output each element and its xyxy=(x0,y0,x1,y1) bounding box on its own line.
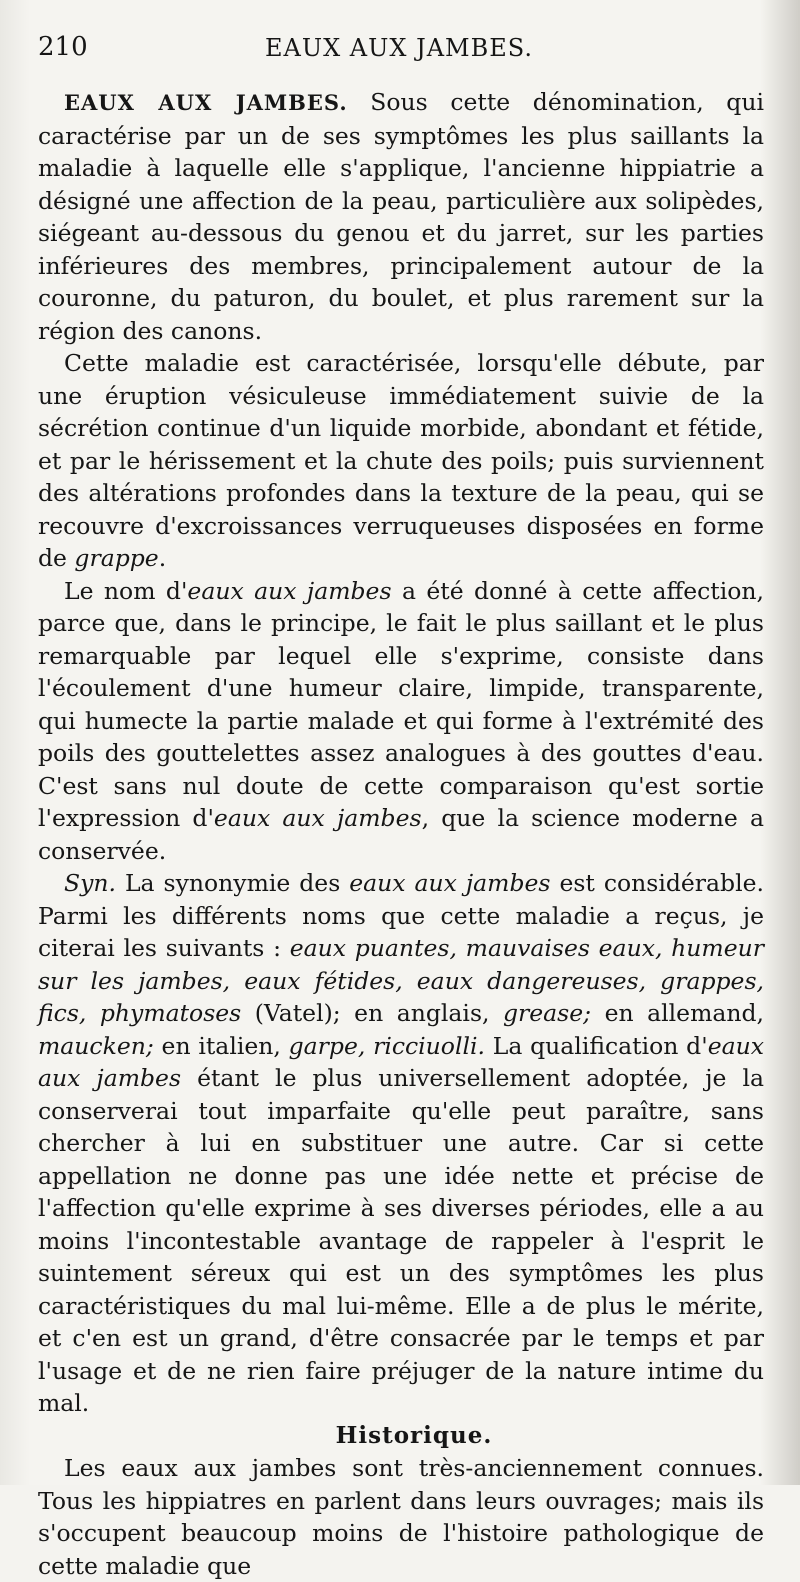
text-run: , que la science moderne a conservée. xyxy=(38,804,764,865)
paragraph-description xyxy=(38,347,764,575)
text-run: a été donné à cette affection, parce que, dans le principe, le fait le plus saillant et le plus remarquable par lequel elle s'exprime, consiste dans l'écoulement d'une humeur claire, limpide, transparente, qui humecte la partie malade et qui forme à l'extrémité des poils des gouttelettes assez analogues à des gouttes d'eau. C'est sans nul doute de cette comparaison qu'est sortie l'expression d' xyxy=(38,576,764,832)
page-number: 210 xyxy=(38,32,88,62)
italic-run: grease; xyxy=(502,999,592,1027)
italic-run: grappe xyxy=(74,544,159,572)
running-head: EAUX AUX JAMBES. xyxy=(265,34,533,62)
text-run: est considérable. Parmi les différents noms que cette maladie a reçus, je citerai les suivants : xyxy=(38,869,764,962)
text-run: Cette maladie est caractérisée, lorsqu'elle débute, par une éruption vésiculeuse immédiatement suivie de la sécrétion continue d'un liquide morbide, abondant et fétide, et par le hérissement et la chute des poils; puis surviennent des altérations profondes dans la texture de la peau, qui se recouvre d'excroissances verruqueuses disposées en forme de xyxy=(38,349,764,572)
italic-run: eaux aux jambes xyxy=(38,1031,764,1092)
italic-run: eaux puantes, mauvaises eaux, humeur sur les jambes, eaux fétides, eaux dangereuses, grappes, fics, phymatoses xyxy=(38,934,764,1027)
italic-run: eaux aux jambes xyxy=(349,869,551,897)
text-run: étant le plus universellement adoptée, je la conserverai tout imparfaite qu'elle peut paraître, sans chercher à lui en substituer une autre. Car si cette appellation ne donne pas une idée nette et précise de l'affection qu'elle exprime à ses diverses périodes, elle a au moins l'incontestable avantage de rappeler à l'esprit le suintement séreux qui est un des symptômes les plus caractéristiques du mal lui-même. Elle a de plus le mérite, et c'en est un grand, d'être consacrée par le temps et par l'usage et de ne rien faire préjuger de la nature intime du mal. xyxy=(38,1064,764,1417)
paragraph-name-origin xyxy=(38,575,764,868)
paragraph-synonymy xyxy=(38,867,764,1420)
text-run: en italien, xyxy=(153,1031,289,1060)
italic-run: garpe, ricciuolli. xyxy=(288,1031,485,1060)
paragraph-text: Sous cette dénomination, qui caractérise par un de ses symptômes les plus saillants la maladie à laquelle elle s'applique, l'ancienne hippiatrie a désigné une affection de la peau, particulière aux solipèdes, siégeant au-dessous du genou et du jarret, sur les parties inférieures des membres, principalement autour de la couronne, du paturon, du boulet, et plus rarement sur la région des canons. xyxy=(38,88,764,345)
entry-headword: EAUX AUX JAMBES. xyxy=(64,90,348,115)
syn-label: Syn. xyxy=(64,869,116,897)
text-run: La synonymie des xyxy=(115,869,350,897)
text-run: La qualification d' xyxy=(484,1031,708,1060)
section-heading: Historique. xyxy=(335,1421,493,1449)
text-run: en allemand, xyxy=(591,999,765,1027)
paragraph-history xyxy=(38,1452,764,1582)
body-text xyxy=(38,86,764,1582)
paragraph-intro xyxy=(38,86,764,347)
italic-run: maucken; xyxy=(38,1031,154,1060)
page-header xyxy=(38,32,760,72)
italic-run: eaux aux jambes xyxy=(213,804,422,832)
text-run: (Vatel); en anglais, xyxy=(241,999,503,1027)
text-run: Les eaux aux jambes sont très-anciennement connues. Tous les hippiatres en parlent dans leurs ouvrages; mais ils s'occupent beaucoup moins de l'histoire pathologique de cette maladie que xyxy=(38,1454,764,1580)
italic-run: eaux aux jambes xyxy=(187,576,392,605)
text-run: . xyxy=(158,544,167,572)
text-run: Le nom d' xyxy=(64,576,188,605)
